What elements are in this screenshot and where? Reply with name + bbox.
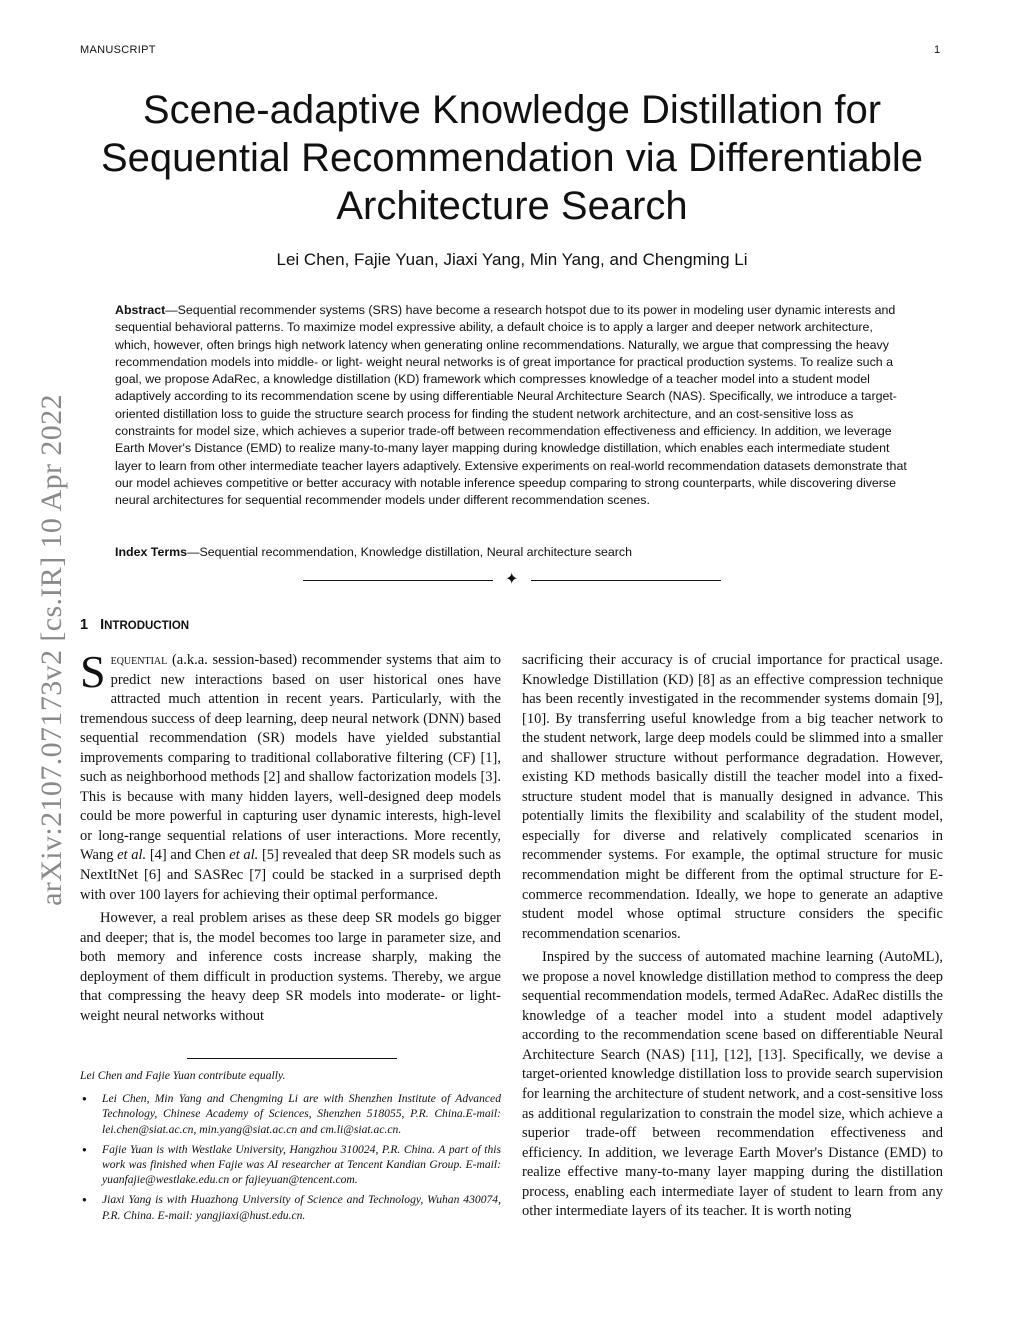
drop-cap: S — [80, 646, 106, 697]
affiliation-item: ● Fajie Yuan is with Westlake University, Hangzhou 310024, P.R. China. A part of this work was finished when Fajie was AI researcher at Tencent Kandian Group. E-mail: yuanfajie@westlake.edu.cn or fajieyuan@tencent.com. — [80, 1142, 501, 1188]
abstract — [115, 302, 909, 510]
running-header: MANUSCRIPT — [80, 44, 156, 56]
index-terms-label: Index Terms — [115, 545, 188, 559]
separator-rule-left — [303, 580, 493, 581]
paragraph: sacrificing their accuracy is of crucial importance for practical usage. Knowledge Distillation (KD) [8] as an effective compression technique has been recently investigated in the recommender systems domain [9], [10]. By transferring useful knowledge from a big teacher network to the student network, large deep models could be slimmed into a smaller and shallower structure without performance degradation. However, existing KD methods basically distill the teacher model into a fixed-structure student model that is manually designed in advance. This potentially limits the flexibility and scalability of the student model, especially for diverse and relatively complicated scenarios in recommender systems. For example, the optimal structure for music recommendation might be different from the optimal structure for E-commerce recommendation. Ideally, we hope to generate an adaptive student model whose optimal structure considers the specific recommendation scenarios. — [522, 652, 943, 942]
section-number: 1 — [80, 617, 89, 633]
smallcaps-lead: equential — [110, 652, 168, 668]
separator-rule-right — [531, 580, 721, 581]
footnotes — [80, 1068, 501, 1228]
affiliation-item: ● Jiaxi Yang is with Huazhong University of Science and Technology, Wuhan 430074, P.R. China. E-mail: yangjiaxi@hust.edu.cn. — [80, 1192, 501, 1222]
paper-title: Scene-adaptive Knowledge Distillation for Sequential Recommendation via Differentiable Architecture Search — [101, 88, 923, 228]
section-title-initial: I — [100, 617, 105, 633]
paragraph — [80, 646, 501, 905]
paragraph: Inspired by the success of automated machine learning (AutoML), we propose a novel knowledge distillation method to compress the deep sequential recommendation models, termed AdaRec. AdaRec distills the knowledge of a teacher model into a student model adaptively according to the recommendation scene based on differentiable Neural Architecture Search (NAS) [11], [12], [13]. Specifically, we devise a target-oriented knowledge distillation loss to provide search supervision for learning the architecture of student network, and a cost-sensitive loss as additional regularization to constrain the model size, which achieve a superior trade-off between recommendation effectiveness and efficiency. In addition, we leverage Earth Mover's Distance (EMD) to realize effective many-to-many layer mapping during the distillation process, enabling each intermediate layer of student to learn from any other intermediate layers of its teacher. It is worth noting — [522, 949, 943, 1220]
section-title-rest: NTRODUCTION — [104, 620, 190, 632]
page-number: 1 — [934, 44, 941, 56]
et-al: et al. — [117, 847, 147, 864]
separator-diamond-icon: ✦ — [505, 571, 519, 588]
right-column — [522, 651, 943, 1222]
paragraph-text: [5] revealed that deep SR models such as NextItNet [6] and SASRec [7] could be stacked in a surprised depth with over 100 layers for achieving their optimal performance. — [80, 847, 501, 903]
index-terms-text: —Sequential recommendation, Knowledge distillation, Neural architecture search — [187, 545, 633, 559]
arxiv-stamp: arXiv:2107.07173v2 [cs.IR] 10 Apr 2022 — [35, 394, 68, 906]
affiliation-list — [80, 1091, 501, 1223]
abstract-text: —Sequential recommender systems (SRS) have become a research hotspot due to its power in modeling user dynamic interests and sequential behavioral patterns. To maximize model expressive ability, a default choice is to apply a larger and deeper network architecture, which, however, often brings high network latency when generating online recommendations. Naturally, we argue that compressing the heavy recommendation models into middle- or light- weight neural networks is of great importance for practical production systems. To realize such a goal, we propose AdaRec, a knowledge distillation (KD) framework which compresses knowledge of a teacher model into a student model adaptively according to its recommendation scene by using differentiable Neural Architecture Search (NAS). Specifically, we introduce a target-oriented distillation loss to guide the structure search process for finding the student network architecture, and an cost-sensitive loss as constraints for model size, which achieves a superior trade-off between recommendation effectiveness and efficiency. In addition, we leverage Earth Mover's Distance (EMD) to realize many-to-many layer mapping during knowledge distillation, which enables each intermediate student layer to learn from other intermediate teacher layers adaptively. Extensive experiments on real-world recommendation datasets demonstrate that our model achieves competitive or better accuracy with notable inference speedup comparing to strong counterparts, while discovering diverse neural architectures for sequential recommender models under different recommendation scenes. — [115, 303, 907, 508]
abstract-label: Abstract — [115, 303, 166, 317]
et-al: et al. — [229, 847, 259, 864]
left-column — [80, 646, 501, 1026]
paragraph: However, a real problem arises as these deep SR models go bigger and deeper; that is, the model becomes too large in parameter size, and both memory and inference costs increase sharply, making the deployment of them difficult in production systems. Thereby, we argue that compressing the heavy deep SR models into moderate- or light-weight neural networks without — [80, 910, 501, 1024]
contribution-note: Lei Chen and Fajie Yuan contribute equally. — [80, 1069, 286, 1082]
paragraph-text: [4] and Chen — [146, 847, 230, 864]
paragraph-text: (a.k.a. session-based) recommender systems that aim to predict new interactions based on user historical ones have attracted much attention in recent years. Particularly, with the tremendous success of deep learning, deep neural network (DNN) based sequential recommendation (SR) models have yielded substantial improvements comparing to traditional collaborative filtering (CF) [1], such as neighborhood methods [2] and shallow factorization models [3]. This is because with many hidden layers, well-designed deep models could be more powerful in capturing user dynamic interests, high-level or long-range sequential relations of user interactions. More recently, Wang — [80, 652, 501, 864]
author-list: Lei Chen, Fajie Yuan, Jiaxi Yang, Min Yang, and Chengming Li — [276, 250, 748, 269]
affiliation-item: ● Lei Chen, Min Yang and Chengming Li are with Shenzhen Institute of Advanced Technology, Chinese Academy of Sciences, Shenzhen 518055, P.R. China.E-mail: lei.chen@siat.ac.cn, min.yang@siat.ac.cn and cm.li@siat.ac.cn. — [80, 1091, 501, 1137]
index-terms — [115, 545, 632, 559]
footnote-rule — [187, 1058, 397, 1059]
section-heading — [80, 617, 189, 633]
